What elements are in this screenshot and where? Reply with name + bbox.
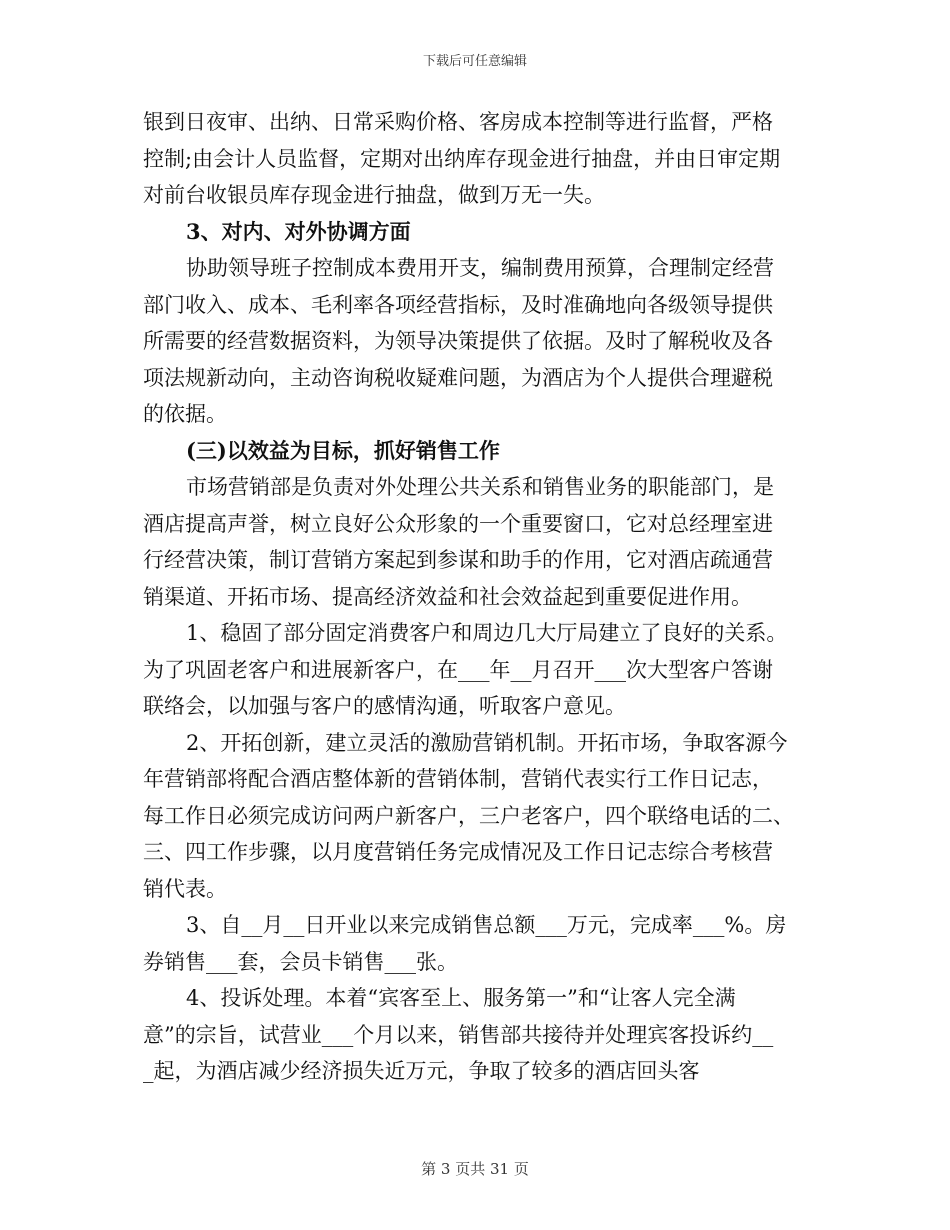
text-line: 为了巩固老客户和进展新客户，在___年__月召开___次大型客户答谢: [143, 657, 773, 682]
text-line: 银到日夜审、出纳、日常采购价格、客房成本控制等进行监督，严格: [143, 110, 773, 134]
text-line: 券销售___套，会员卡销售___张。: [143, 949, 458, 974]
page-footer: 第 3 页共 31 页: [421, 1160, 529, 1178]
text-line: 销渠道、开拓市场、提高经济效益和社会效益起到重要促进作用。: [143, 584, 752, 609]
text-line: 意”的宗旨，试营业___个月以来，销售部共接待并处理宾客投诉约__: [143, 1022, 774, 1047]
text-line: 4、投诉处理。本着“宾客至上、服务第一”和“让客人完全满: [186, 986, 736, 1010]
text-line: _起，为酒店减少经济损失近万元，争取了较多的酒店回头客: [143, 1059, 700, 1083]
text-line: 销代表。: [143, 876, 227, 901]
text-line: 酒店提高声誉，树立良好公众形象的一个重要窗口，它对总经理室进: [143, 511, 773, 536]
text-line: 市场营销部是负责对外处理公共关系和销售业务的职能部门，是: [186, 475, 774, 499]
text-line: 所需要的经营数据资料，为领导决策提供了依据。及时了解税收及各: [143, 329, 773, 353]
text-line: 控制;由会计人员监督，定期对出纳库存现金进行抽盘，并由日审定期: [143, 146, 781, 171]
text-line: 部门收入、成本、毛利率各项经营指标，及时准确地向各级领导提供: [143, 292, 773, 317]
text-line: 的依据。: [143, 402, 227, 426]
text-line: 年营销部将配合酒店整体新的营销体制，营销代表实行工作日记志，: [143, 767, 773, 791]
text-line: 3、自__月__日开业以来完成销售总额___万元，完成率___%。房: [186, 913, 787, 937]
section-heading: (三)以效益为目标，抓好销售工作: [186, 437, 500, 463]
text-line: 2、开拓创新，建立灵活的激励营销机制。开拓市场，争取客源今: [186, 730, 788, 755]
section-heading: 3、对内、对外协调方面: [186, 218, 411, 244]
document-body: [143, 104, 801, 1090]
text-line: 1、稳固了部分固定消费客户和周边几大厅局建立了良好的关系。: [186, 621, 788, 645]
text-line: 协助领导班子控制成本费用开支，编制费用预算，合理制定经营: [186, 256, 774, 280]
page-header: 下载后可任意编辑: [422, 54, 527, 69]
text-line: 行经营决策，制订营销方案起到参谋和助手的作用，它对酒店疏通营: [143, 548, 773, 572]
text-line: 项法规新动向，主动咨询税收疑难问题，为酒店为个人提供合理避税: [143, 365, 773, 390]
text-line: 联络会，以加强与客户的感情沟通，听取客户意见。: [143, 694, 626, 718]
text-line: 对前台收银员库存现金进行抽盘，做到万无一失。: [143, 183, 605, 207]
text-line: 每工作日必须完成访问两户新客户，三户老客户，四个联络电话的二、: [143, 803, 794, 828]
text-line: 三、四工作步骤，以月度营销任务完成情况及工作日记志综合考核营: [143, 840, 773, 864]
